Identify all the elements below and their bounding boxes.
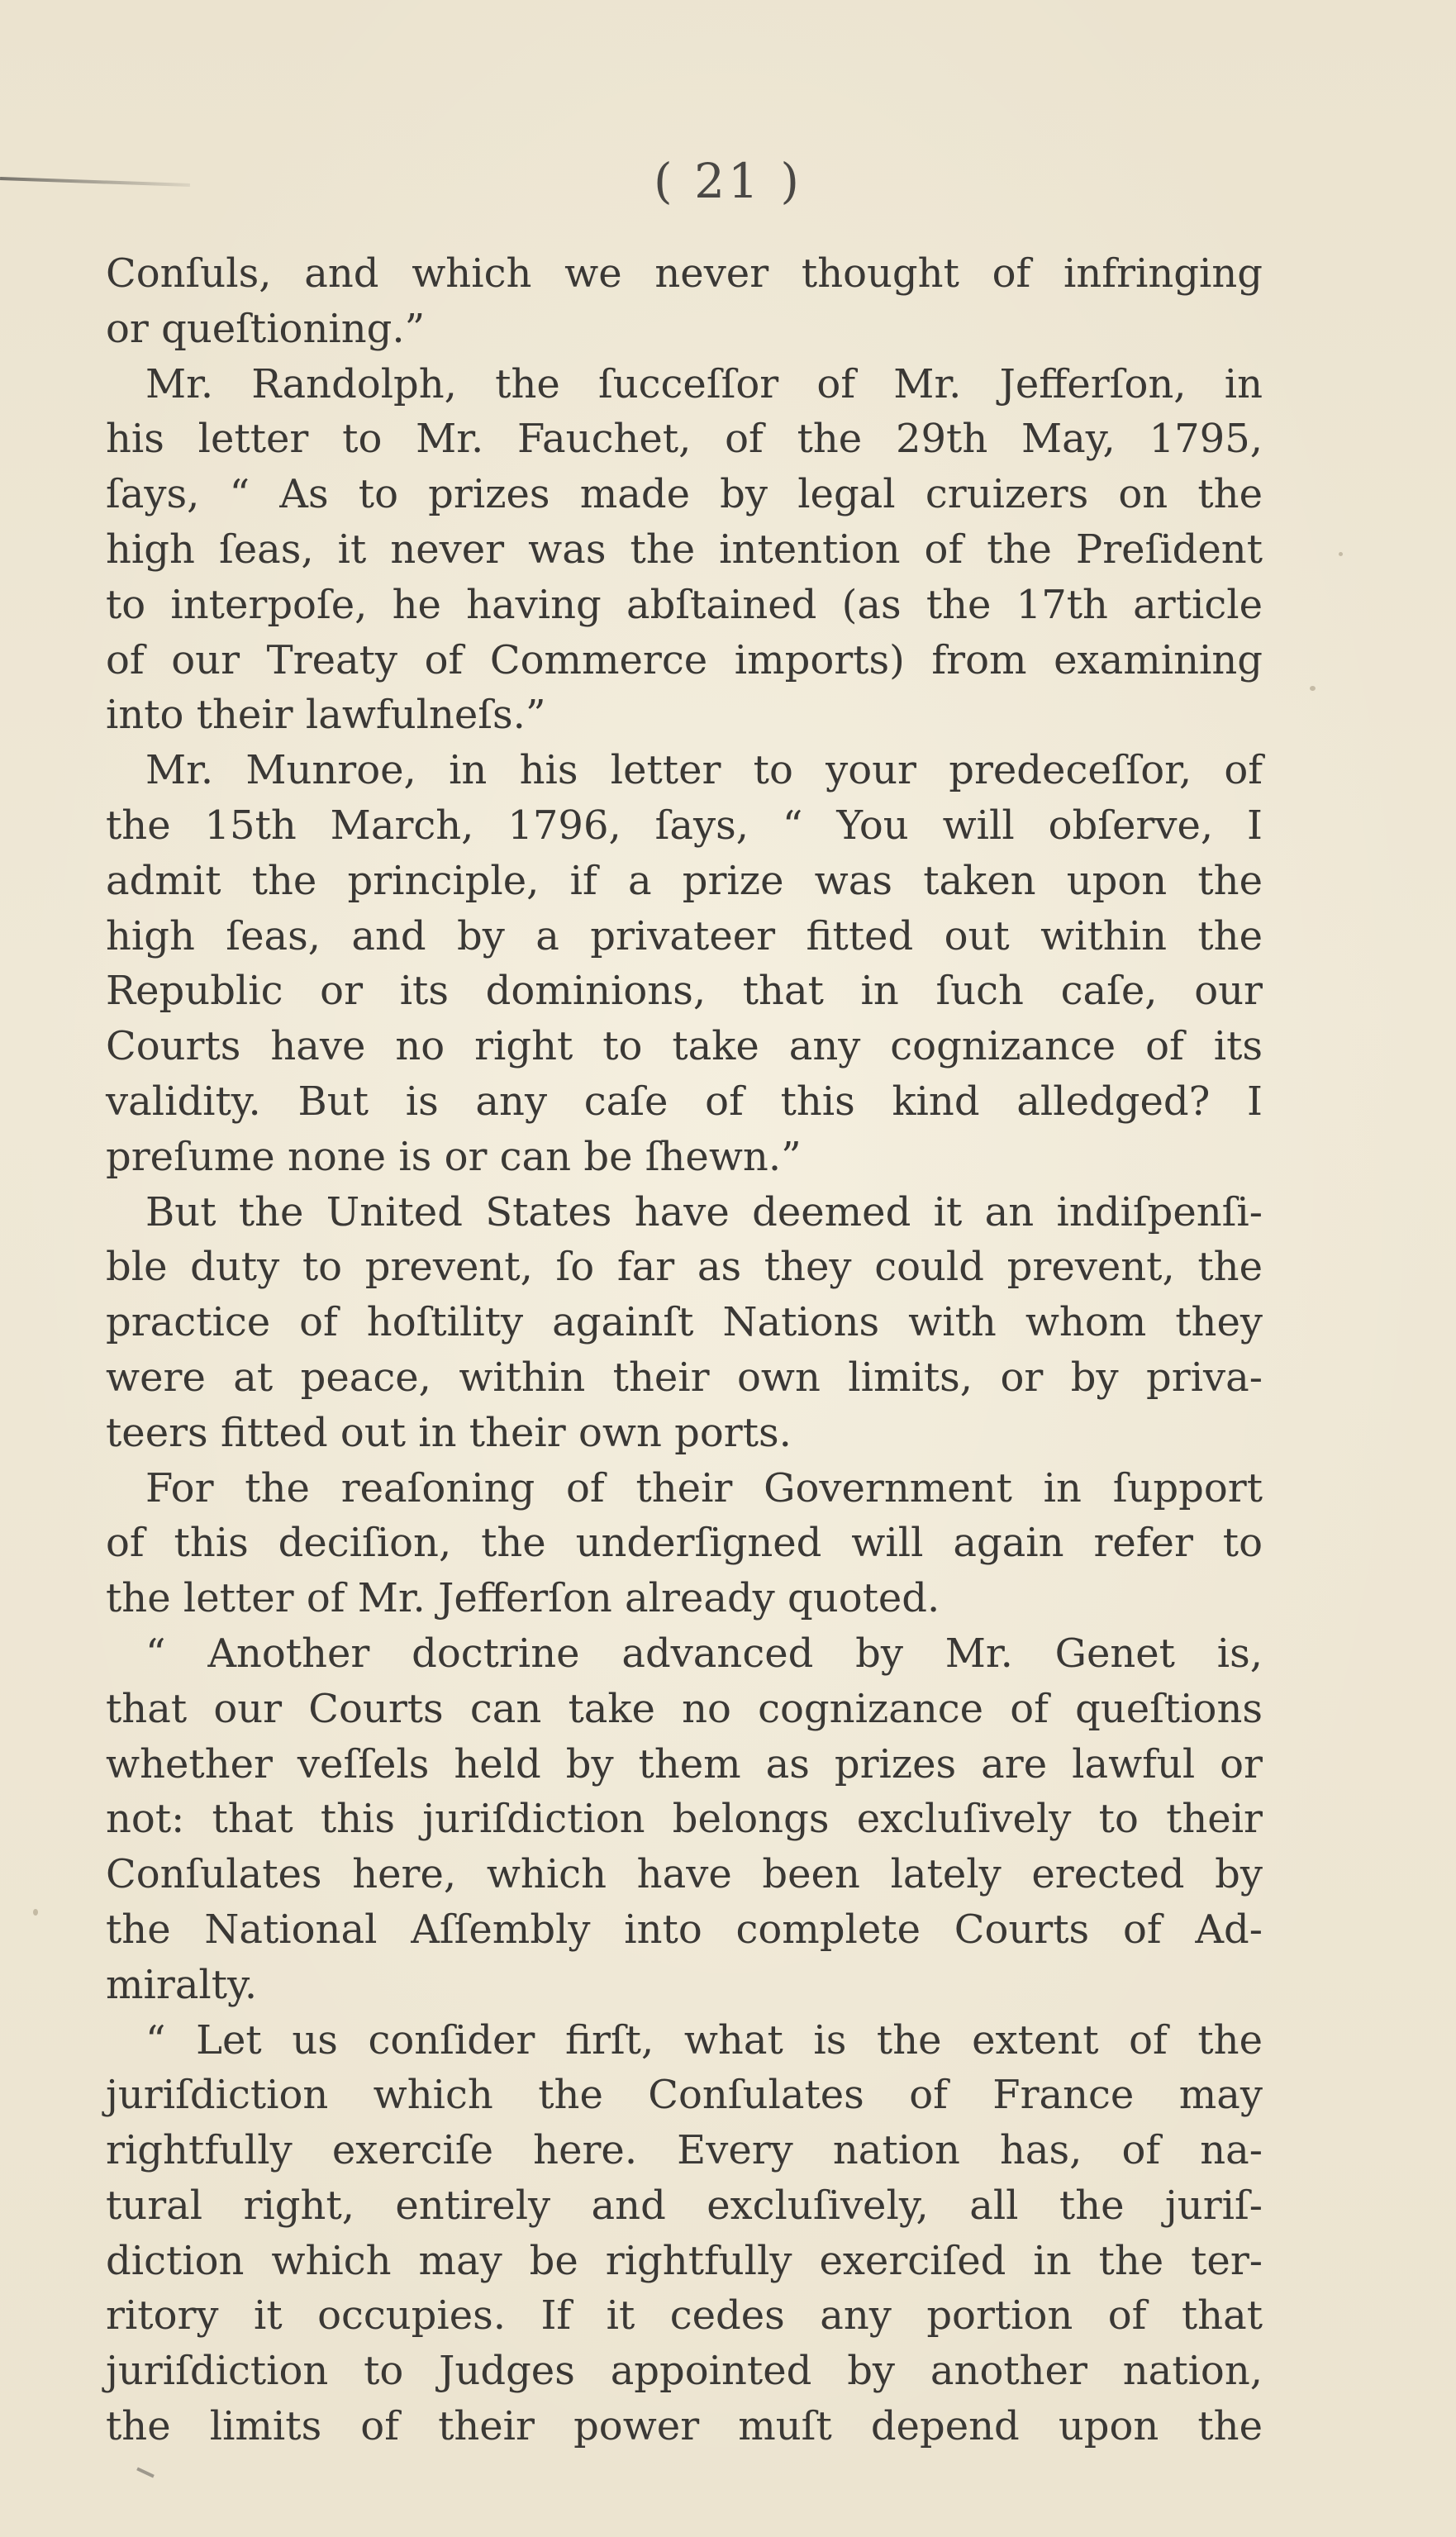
text-line: “ Let us conſider firſt, what is the extent of the [145, 2016, 1263, 2063]
page-number: ( 21 ) [654, 153, 802, 209]
text-line: ritory it occupies. If it cedes any portion of that [106, 2292, 1263, 2339]
text-line: Mr. Randolph, the ſucceſſor of Mr. Jefferſon, in [145, 360, 1263, 407]
text-line: Conſuls, and which we never thought of infringing [106, 250, 1263, 297]
text-line: his letter to Mr. Fauchet, of the 29th May, 1795, [106, 416, 1263, 463]
text-line: or queſtioning.” [106, 305, 426, 352]
text-line: Courts have no right to take any cognizance of its [106, 1023, 1263, 1070]
text-line: the 15th March, 1796, ſays, “ You will obſerve, I [106, 802, 1263, 849]
text-line: that our Courts can take no cognizance of queſtions [106, 1685, 1263, 1732]
text-line: of this deciſion, the underſigned will again refer to [106, 1520, 1263, 1567]
text-line: were at peace, within their own limits, or by priva- [106, 1354, 1263, 1401]
text-line: the limits of their power muſt depend upon the [106, 2403, 1263, 2450]
text-line: high ſeas, it never was the intention of the Preſident [106, 526, 1263, 573]
text-line: juriſdiction to Judges appointed by another nation, [106, 2348, 1263, 2395]
text-line: high ſeas, and by a privateer fitted out within the [106, 912, 1263, 959]
text-line: the letter of Mr. Jefferſon already quoted. [106, 1575, 940, 1622]
text-line: to interpoſe, he having abſtained (as the 17th article [106, 581, 1263, 628]
text-line: “ Another doctrine advanced by Mr. Genet is, [145, 1630, 1263, 1677]
text-line: miralty. [106, 1961, 258, 2008]
foxing-spot [1310, 686, 1316, 691]
text-line: rightfully exerciſe here. Every nation has, of na- [106, 2127, 1263, 2174]
text-line: Conſulates here, which have been lately erected by [106, 1851, 1263, 1898]
text-line: of our Treaty of Commerce imports) from examining [106, 636, 1263, 683]
text-line: the National Aſſembly into complete Courts of Ad- [106, 1906, 1263, 1953]
text-line: Mr. Munroe, in his letter to your predeceſſor, of [145, 747, 1263, 794]
text-line: into their lawfulneſs.” [106, 692, 546, 739]
text-line: whether veſſels held by them as prizes are lawful or [106, 1740, 1263, 1787]
text-line: tural right, entirely and excluſively, all the juriſ- [106, 2182, 1263, 2229]
text-line: ble duty to prevent, ſo far as they could prevent, the [106, 1244, 1263, 1291]
text-line: admit the principle, if a prize was taken upon the [106, 857, 1263, 904]
bottom-ink-mark [136, 2468, 155, 2478]
text-line: But the United States have deemed it an indiſpenſi- [145, 1188, 1263, 1235]
text-line: For the reaſoning of their Government in ſupport [145, 1464, 1263, 1511]
text-line: not: that this juriſdiction belongs excluſively to their [106, 1796, 1263, 1843]
text-line: teers fitted out in their own ports. [106, 1409, 792, 1456]
text-line: diction which may be rightfully exerciſed in the ter- [106, 2237, 1263, 2284]
text-line: preſume none is or can be ſhewn.” [106, 1133, 802, 1180]
foxing-spot [33, 1909, 38, 1916]
text-line: validity. But is any caſe of this kind alledged? I [106, 1078, 1263, 1125]
text-line: practice of hoſtility againſt Nations with whom they [106, 1299, 1263, 1346]
body-text [106, 246, 1263, 2454]
text-line: Republic or its dominions, that in ſuch caſe, our [106, 968, 1263, 1015]
foxing-spot [1339, 552, 1343, 556]
text-line: juriſdiction which the Conſulates of France may [106, 2072, 1263, 2119]
text-line: ſays, “ As to prizes made by legal cruizers on the [106, 471, 1263, 518]
